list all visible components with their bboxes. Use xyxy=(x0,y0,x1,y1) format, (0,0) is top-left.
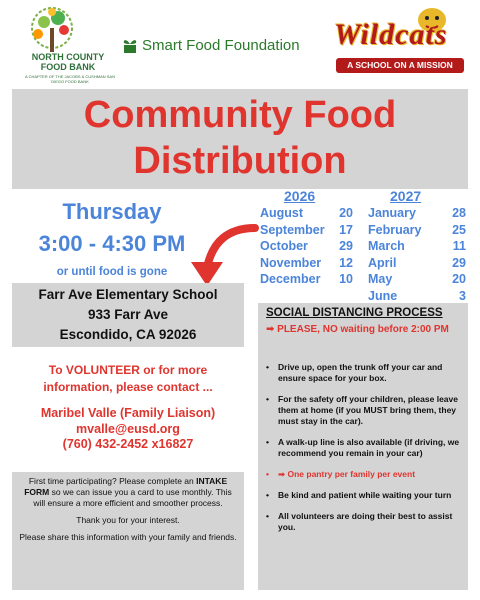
title-line-2: Distribution xyxy=(133,140,347,182)
ncfb-subtitle: A CHAPTER OF THE JACOBS & CUSHMAN SAN DIEGO FOOD BANK xyxy=(25,74,115,84)
social-distancing-title: SOCIAL DISTANCING PROCESS xyxy=(266,307,443,319)
list-item: • For the safety off your children, please leave them at home (if you MUST bring them, they must stay in the car). xyxy=(266,394,458,426)
intake-paragraph: First time participating? Please complete an INTAKE FORM so we can issue you a card to use monthly. This will ensure a more efficient and smoother process. xyxy=(24,476,232,508)
list-item: • A walk-up line is also available (if driving, we recommend you remain in your car) xyxy=(266,437,460,458)
volunteer-line-2: information, please contact ... xyxy=(43,379,213,394)
contact-name: Maribel Valle (Family Liaison) xyxy=(40,406,216,420)
contact-email[interactable]: mvalle@eusd.org xyxy=(76,421,180,436)
smart-food-foundation-label: Smart Food Foundation xyxy=(142,36,300,54)
social-distancing-list xyxy=(266,362,464,543)
year-2027: 2027 xyxy=(390,188,422,204)
intake-form-label: INTAKE FORM xyxy=(24,476,228,497)
date-row: September 17 xyxy=(260,222,353,237)
no-waiting-notice: ➡ PLEASE, NO waiting before 2:00 PM xyxy=(266,324,449,335)
volunteer-callout xyxy=(12,362,244,395)
contact-phone[interactable]: (760) 432-2452 x16827 xyxy=(62,437,194,451)
date-row: March 11 xyxy=(368,239,466,253)
event-day: Thursday xyxy=(62,199,162,224)
date-row: February 25 xyxy=(368,222,466,237)
date-row: August 20 xyxy=(260,206,353,220)
date-row: December 10 xyxy=(260,272,353,286)
thank-you-text: Thank you for your interest. xyxy=(76,515,180,525)
school-name: Farr Ave Elementary School xyxy=(38,287,218,302)
date-row: June 3 xyxy=(368,288,466,303)
ncfb-name: NORTH COUNTY FOOD BANK xyxy=(31,52,105,72)
dates-2026-list xyxy=(260,205,353,288)
list-item: • All volunteers are doing their best to assist you. xyxy=(266,511,453,532)
year-2026: 2026 xyxy=(284,188,316,204)
contact-info xyxy=(12,406,244,453)
page-title xyxy=(12,92,468,184)
sprout-box-icon xyxy=(122,36,138,54)
date-row: October 29 xyxy=(260,239,353,253)
date-row: April 29 xyxy=(368,255,466,270)
date-row: January 28 xyxy=(368,206,466,220)
city-state-zip: Escondido, CA 92026 xyxy=(59,327,197,342)
wildcats-wordmark: Wildcats xyxy=(334,18,448,51)
list-item: • ➡ One pantry per family per event xyxy=(266,469,416,479)
wildcats-banner: A SCHOOL ON A MISSION xyxy=(336,58,464,73)
volunteer-line-1: To VOLUNTEER or for more xyxy=(48,363,208,377)
share-text: Please share this information with your family and friends. xyxy=(19,532,237,542)
list-item: • Be kind and patient while waiting your turn xyxy=(266,490,452,500)
address xyxy=(12,285,244,345)
event-note: or until food is gone xyxy=(56,266,168,278)
dates-2027-list xyxy=(368,205,466,304)
date-row: May 20 xyxy=(368,272,466,286)
curved-arrow-icon xyxy=(185,222,260,287)
event-time: 3:00 - 4:30 PM xyxy=(38,231,186,256)
smart-food-foundation-logo xyxy=(122,36,300,54)
date-row: November 12 xyxy=(260,255,353,270)
street-address: 933 Farr Ave xyxy=(87,307,169,322)
list-item: • Drive up, open the trunk off your car and ensure space for your box. xyxy=(266,362,443,383)
intake-info xyxy=(18,476,238,549)
title-line-1: Community Food xyxy=(83,94,397,136)
